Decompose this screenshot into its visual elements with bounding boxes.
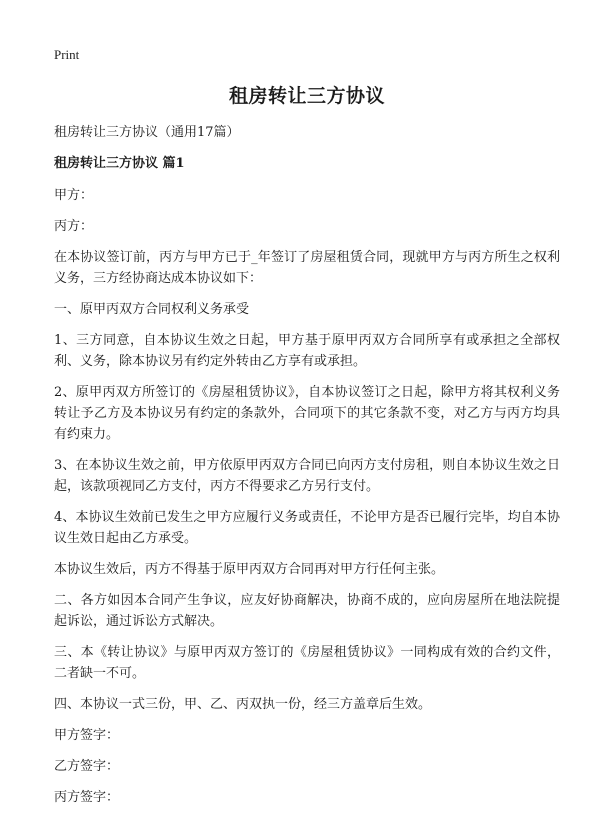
clause-1-heading: 一、原甲丙双方合同权利义务承受 [54,302,250,317]
party-a-line: 甲方： [54,188,94,203]
clause-1-item-1: 1、三方同意，自本协议生效之日起，甲方基于原甲丙双方合同所享有或承担之全部权利、义务，除本协议另有约定外转由乙方享有或承担。 [54,333,560,369]
clause-1-item-4: 4、本协议生效前已发生之甲方应履行义务或责任，不论甲方是否已履行完毕，均自本协议生效日起由乙方承受。 [54,510,560,546]
clause-3-paragraph: 三、本《转让协议》与原甲丙双方签订的《房屋租赁协议》一同构成有效的合约文件，二者缺一不可。 [54,645,560,681]
clause-4-paragraph: 四、本协议一式三份，甲、乙、丙双执一份，经三方盖章后生效。 [54,697,432,712]
document-title: 租房转让三方协议 [228,85,385,107]
document-subtitle: 租房转让三方协议（通用17篇） [54,125,240,140]
party-c-line: 丙方： [54,219,94,234]
clause-1-note: 本协议生效后，丙方不得基于原甲丙双方合同再对甲方行任何主张。 [54,562,445,577]
print-link[interactable]: Print [54,47,80,62]
party-c-signature-line: 丙方签字： [54,790,120,805]
clause-2-paragraph: 二、各方如因本合同产生争议，应友好协商解决，协商不成的，应向房屋所在地法院提起诉讼，通过诉讼方式解决。 [54,593,560,629]
party-a-signature-line: 甲方签字： [54,728,120,743]
party-b-signature-line: 乙方签字： [54,759,120,774]
preamble-paragraph: 在本协议签订前，丙方与甲方已于_年签订了房屋租赁合同，现就甲方与丙方所生之权利义务，三方经协商达成本协议如下： [54,250,560,286]
clause-1-item-3: 3、在本协议生效之前，甲方依原甲丙双方合同已向丙方支付房租，则自本协议生效之日起，该款项视同乙方支付，丙方不得要求乙方另行支付。 [54,458,560,494]
section-heading: 租房转让三方协议 篇1 [54,156,185,171]
clause-1-item-2: 2、原甲丙双方所签订的《房屋租赁协议》，自本协议签订之日起，除甲方将其权利义务转让予乙方及本协议另有约定的条款外，合同项下的其它条款不变，对乙方与丙方均具有约束力。 [54,385,560,442]
